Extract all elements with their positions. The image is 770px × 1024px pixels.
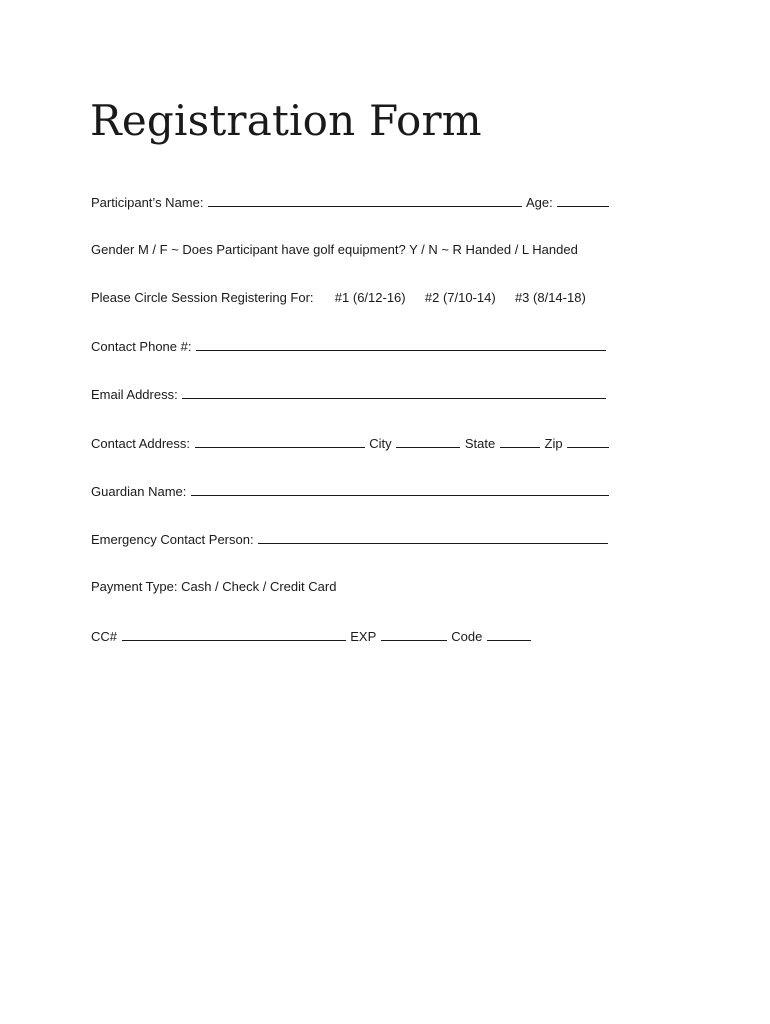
credit-card-row — [91, 626, 532, 646]
code-label: Code — [451, 629, 483, 644]
guardian-row — [91, 481, 610, 501]
email-label: Email Address: — [91, 387, 178, 402]
participant-name-label: Participant’s Name: — [91, 195, 204, 210]
exp-field[interactable] — [381, 626, 447, 641]
payment-type-text: Payment Type: Cash / Check / Credit Card — [91, 579, 337, 594]
cc-label: CC# — [91, 629, 118, 644]
session-option-3[interactable]: #3 (8/14-18) — [514, 290, 586, 305]
email-row — [91, 384, 607, 404]
emergency-row — [91, 529, 609, 549]
cc-number-field[interactable] — [122, 626, 346, 641]
gender-row — [91, 240, 578, 260]
session-row — [91, 288, 586, 308]
guardian-name-label: Guardian Name: — [91, 484, 187, 499]
contact-phone-row — [91, 336, 607, 356]
guardian-name-field[interactable] — [191, 481, 609, 496]
emergency-contact-label: Emergency Contact Person: — [91, 532, 254, 547]
exp-label: EXP — [350, 629, 377, 644]
payment-row — [91, 577, 336, 597]
city-field[interactable] — [396, 433, 460, 448]
session-label: Please Circle Session Registering For: — [91, 290, 314, 305]
page-title: Registration Form — [90, 96, 482, 145]
participant-name-field[interactable] — [208, 192, 522, 207]
state-label: State — [464, 436, 496, 451]
email-field[interactable] — [182, 384, 606, 399]
emergency-contact-field[interactable] — [258, 529, 608, 544]
zip-field[interactable] — [567, 433, 609, 448]
zip-label: Zip — [544, 436, 563, 451]
contact-phone-field[interactable] — [196, 336, 606, 351]
session-option-2[interactable]: #2 (7/10-14) — [424, 290, 496, 305]
contact-phone-label: Contact Phone #: — [91, 339, 192, 354]
session-option-1[interactable]: #1 (6/12-16) — [334, 290, 406, 305]
age-label: Age: — [526, 195, 553, 210]
contact-address-label: Contact Address: — [91, 436, 190, 451]
gender-equipment-text: Gender M / F ~ Does Participant have golf equipment? Y / N ~ R Handed / L Handed — [91, 242, 578, 257]
city-label: City — [369, 436, 392, 451]
contact-address-field[interactable] — [195, 433, 365, 448]
age-field[interactable] — [557, 192, 609, 207]
address-row — [91, 433, 610, 453]
state-field[interactable] — [500, 433, 540, 448]
participant-row — [91, 192, 610, 212]
code-field[interactable] — [487, 626, 531, 641]
